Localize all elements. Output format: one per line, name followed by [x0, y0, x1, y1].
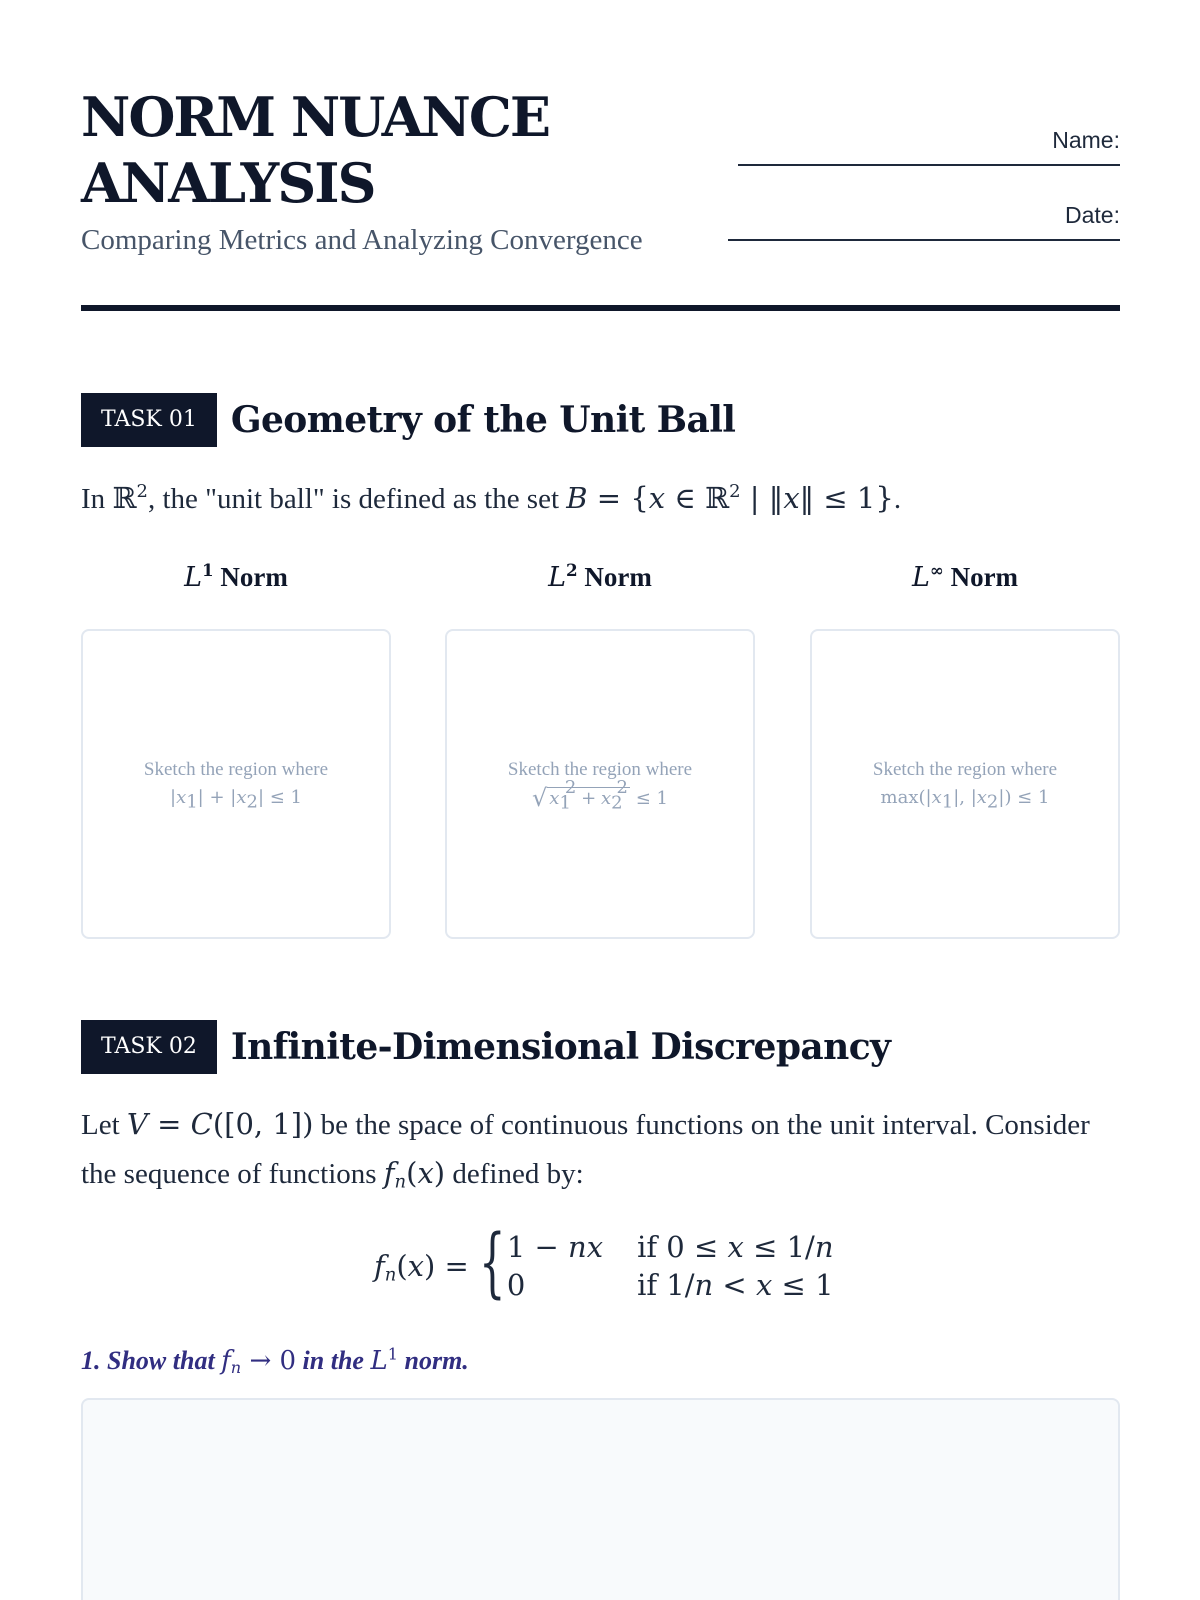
sketch-box-l1[interactable]: Sketch the region where $|x_1| + |x_2| \le 1$ — [81, 629, 391, 939]
norm-linf-label: L∞ Norm — [911, 559, 1019, 593]
answer-box-q1[interactable] — [81, 1398, 1120, 1600]
norm-l2-label: $L^2$ Norm — [548, 559, 652, 593]
norm-l1-label: $L^1$ Norm — [184, 559, 288, 593]
page-subtitle: Comparing Metrics and Analyzing Convergence — [81, 224, 643, 256]
task-02-header — [81, 1020, 890, 1074]
header-divider — [81, 305, 1120, 311]
name-label: Name: — [1052, 127, 1120, 153]
piecewise-definition: $f_n$ ( x ) = { 1 − nx if 0 ≤ x ≤ 1/n 0 if 1/n < x ≤ 1 — [374, 1217, 834, 1306]
task-badge: TASK 01 — [81, 393, 217, 447]
task-01-header — [81, 393, 735, 447]
page-title: NORM NUANCE ANALYSIS — [81, 85, 550, 215]
task-01-intro: In ℝ$^2$, the "unit ball" is defined as the set B = {x ∈ ℝ$^2$ | ‖x‖ ≤ 1}. — [81, 481, 902, 515]
task-title: Geometry of the Unit Ball — [230, 399, 736, 441]
student-info — [720, 124, 1120, 274]
name-field[interactable] — [738, 164, 1120, 166]
date-field[interactable] — [728, 239, 1120, 241]
date-label: Date: — [1065, 202, 1120, 228]
task-title: Infinite-Dimensional Discrepancy — [230, 1026, 891, 1068]
sketch-box-linf[interactable]: Sketch the region where $\max(|x_1|$, $|x_2|) \le 1$ — [810, 629, 1120, 939]
sketch-box-l2[interactable]: Sketch the region where √ $x_1^2 + x_2^2 \le 1$ — [445, 629, 755, 939]
question-1: 1. Show that $f_n \to 0$ in the $L^1$ norm. — [81, 1344, 469, 1378]
worksheet-page — [81, 0, 1120, 1600]
task-02-intro: Let V = C([0, 1]) be the space of continuous functions on the unit interval. Consider the sequence of functions $f_n(x)$ defined by: — [81, 1107, 1090, 1193]
task-badge: TASK 02 — [81, 1020, 217, 1074]
